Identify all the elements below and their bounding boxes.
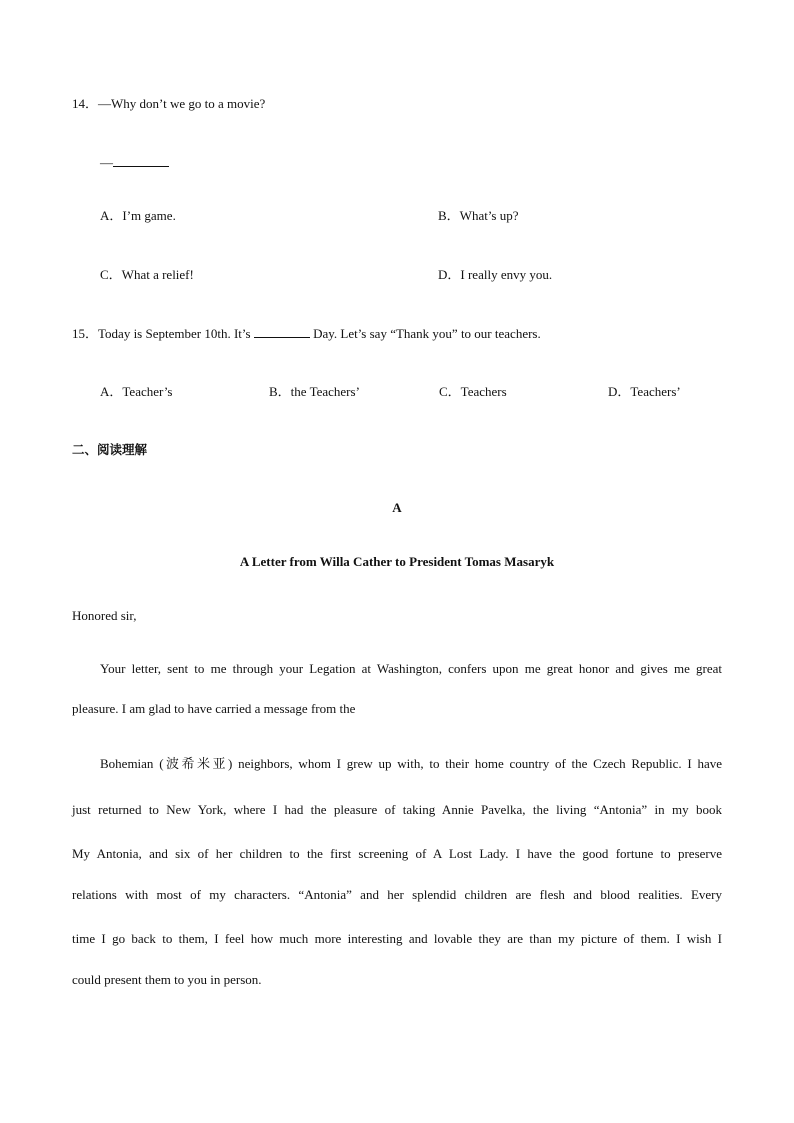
q14-option-d-text: I really envy you. xyxy=(460,267,553,282)
q14-reply xyxy=(100,154,169,171)
q14-option-b-text: What’s up? xyxy=(459,208,519,223)
q15-option-c-letter: C． xyxy=(439,384,461,399)
passage-title: A Letter from Willa Cather to President Tomas Masaryk xyxy=(239,554,555,569)
q14-option-d[interactable] xyxy=(438,267,552,283)
q14-option-a[interactable] xyxy=(100,208,176,224)
q15-answer-blank[interactable] xyxy=(254,325,310,338)
q14-number: 14． xyxy=(72,96,99,111)
q14-option-d-letter: D． xyxy=(438,267,461,282)
q14-option-c-letter: C． xyxy=(100,267,122,282)
q14-option-b[interactable] xyxy=(438,208,519,224)
section-heading: 二、阅读理解 xyxy=(72,442,148,457)
q15-option-b[interactable] xyxy=(269,384,360,400)
passage-label: A xyxy=(392,500,402,515)
q15-option-a-text: Teacher’s xyxy=(122,384,173,399)
q15-prompt-before: Today is September 10th. It’s xyxy=(98,326,251,341)
q14-prompt-text: —Why don’t we go to a movie? xyxy=(98,96,266,111)
q14-reply-dash: — xyxy=(100,155,113,170)
q14-option-c[interactable] xyxy=(100,267,194,283)
q15-option-a-letter: A． xyxy=(100,384,123,399)
q14-option-c-text: What a relief! xyxy=(121,267,194,282)
q14-answer-blank[interactable] xyxy=(113,154,169,167)
q15-prompt xyxy=(72,325,541,342)
q14-option-a-text: I’m game. xyxy=(122,208,176,223)
q15-option-d-letter: D． xyxy=(608,384,631,399)
passage-line: Your letter, sent to me through your Legation at Washington, confers upon me great honor and gives me great xyxy=(100,661,722,676)
passage-line: pleasure. I am glad to have carried a message from the xyxy=(72,701,356,716)
q15-option-d[interactable] xyxy=(608,384,681,400)
passage-line: Bohemian (波希米亚) neighbors, whom I grew up with, to their home country of the Czech Republic. I have xyxy=(100,756,722,771)
q15-option-d-text: Teachers’ xyxy=(630,384,681,399)
q14-prompt xyxy=(72,96,265,112)
q15-option-a[interactable] xyxy=(100,384,173,400)
q15-option-b-letter: B． xyxy=(269,384,291,399)
q15-option-c-text: Teachers xyxy=(460,384,507,399)
q14-option-a-letter: A． xyxy=(100,208,123,223)
q15-prompt-after: Day. Let’s say “Thank you” to our teachers. xyxy=(313,326,541,341)
passage-salutation: Honored sir, xyxy=(72,608,137,623)
passage-line: could present them to you in person. xyxy=(72,972,262,987)
q14-option-b-letter: B． xyxy=(438,208,460,223)
q15-option-c[interactable] xyxy=(439,384,507,400)
passage-line: relations with most of my characters. “Antonia” and her splendid children are flesh and blood realities. Every xyxy=(72,887,722,902)
q15-number: 15． xyxy=(72,326,99,341)
passage-line: time I go back to them, I feel how much more interesting and lovable they are than my picture of them. I wish I xyxy=(72,931,722,946)
passage-line: My Antonia, and six of her children to the first screening of A Lost Lady. I have the good fortune to preserve xyxy=(72,846,722,861)
q15-option-b-text: the Teachers’ xyxy=(290,384,360,399)
passage-line: just returned to New York, where I had the pleasure of taking Annie Pavelka, the living “Antonia” in my book xyxy=(72,802,722,817)
